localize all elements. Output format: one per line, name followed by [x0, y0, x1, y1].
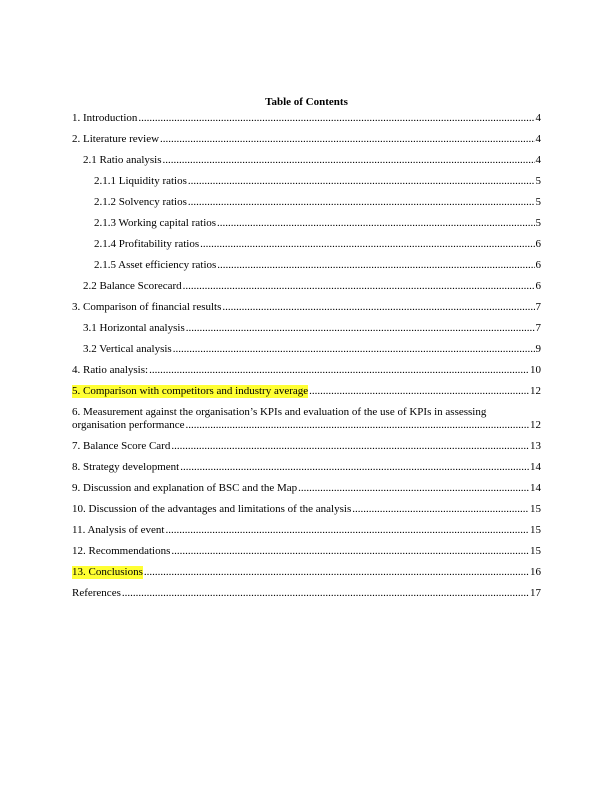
toc-entry-label: 2.1.3 Working capital ratios: [94, 217, 217, 229]
toc-entry-page-number: 17: [530, 587, 541, 599]
toc-entry-continuation: [72, 419, 541, 432]
dot-leader: [188, 196, 535, 209]
toc-entry-label: 4. Ratio analysis:: [72, 364, 149, 376]
toc-entry[interactable]: [72, 587, 541, 600]
toc-entry-page-number: 6: [535, 259, 541, 271]
toc-entry-label: 2.1.4 Profitability ratios: [94, 238, 200, 250]
toc-entry-label: 5. Comparison with competitors and industry average: [72, 385, 309, 397]
toc-entry-label: 9. Discussion and explanation of BSC and the Map: [72, 482, 298, 494]
toc-entry[interactable]: [72, 566, 541, 579]
toc-entry[interactable]: [72, 364, 541, 377]
toc-entry-label: 1. Introduction: [72, 112, 138, 124]
toc-entry-page-number: 5: [535, 175, 541, 187]
dot-leader: [149, 364, 529, 377]
toc-entry-label: 2. Literature review: [72, 133, 160, 145]
toc-entry-page-number: 6: [535, 280, 541, 292]
toc-entry-label: 12. Recommendations: [72, 545, 171, 557]
toc-entry[interactable]: [72, 133, 541, 146]
dot-leader: [160, 133, 534, 146]
toc-entry-label-continued: organisation performance: [72, 419, 185, 431]
toc-entry[interactable]: [72, 524, 541, 537]
toc-list: [72, 112, 541, 600]
toc-entry[interactable]: [72, 175, 541, 188]
dot-leader: [171, 440, 529, 453]
toc-entry[interactable]: [72, 238, 541, 251]
toc-entry-page-number: 14: [530, 482, 541, 494]
toc-entry-page-number: 15: [530, 503, 541, 515]
dot-leader: [163, 154, 535, 167]
toc-entry-page-number: 6: [535, 238, 541, 250]
toc-entry[interactable]: [72, 385, 541, 398]
dot-leader: [138, 112, 534, 125]
toc-entry-label: 3. Comparison of financial results: [72, 301, 222, 313]
toc-entry-page-number: 4: [535, 112, 541, 124]
dot-leader: [200, 238, 534, 251]
dot-leader: [309, 385, 529, 398]
toc-entry-label: 11. Analysis of event: [72, 524, 165, 536]
toc-entry[interactable]: [72, 503, 541, 516]
toc-entry[interactable]: [72, 406, 541, 432]
toc-entry[interactable]: [72, 154, 541, 167]
toc-entry-label: 2.1.2 Solvency ratios: [94, 196, 187, 208]
dot-leader: [144, 566, 529, 579]
toc-entry-page-number: 15: [530, 545, 541, 557]
toc-entry[interactable]: [72, 322, 541, 335]
dot-leader: [183, 280, 535, 293]
toc-entry-label: 6. Measurement against the organisation’s KPIs and evaluation of the use of KPIs in assessing: [72, 406, 487, 418]
toc-entry-page-number: 12: [530, 385, 541, 397]
document-page: [72, 96, 541, 608]
toc-entry-page-number: 14: [530, 461, 541, 473]
toc-entry[interactable]: [72, 280, 541, 293]
dot-leader: [165, 524, 529, 537]
toc-entry[interactable]: [72, 112, 541, 125]
toc-entry-page-number: 16: [530, 566, 541, 578]
toc-entry-label: 8. Strategy development: [72, 461, 180, 473]
toc-entry[interactable]: [72, 482, 541, 495]
toc-entry[interactable]: [72, 259, 541, 272]
toc-entry-page-number: 7: [535, 301, 541, 313]
toc-entry-label: References: [72, 587, 121, 599]
toc-entry-page-number: 5: [535, 217, 541, 229]
dot-leader: [217, 217, 534, 230]
dot-leader: [188, 175, 535, 188]
toc-entry-page-number: 4: [535, 133, 541, 145]
toc-entry-label: 3.2 Vertical analysis: [83, 343, 172, 355]
toc-entry[interactable]: [72, 301, 541, 314]
dot-leader: [352, 503, 529, 516]
toc-entry[interactable]: [72, 461, 541, 474]
dot-leader: [171, 545, 529, 558]
toc-entry-label: 7. Balance Score Card: [72, 440, 171, 452]
toc-entry-page-number: 15: [530, 524, 541, 536]
dot-leader: [186, 322, 535, 335]
toc-entry-label: 2.2 Balance Scorecard: [83, 280, 182, 292]
dot-leader: [122, 587, 529, 600]
toc-entry-label: 13. Conclusions: [72, 566, 143, 578]
toc-title: Table of Contents: [265, 96, 348, 108]
toc-entry-page-number: 13: [530, 440, 541, 452]
toc-entry[interactable]: [72, 440, 541, 453]
toc-entry-label: 2.1.5 Asset efficiency ratios: [94, 259, 217, 271]
dot-leader: [173, 343, 535, 356]
toc-entry[interactable]: [72, 545, 541, 558]
toc-entry-page-number: 12: [530, 419, 541, 431]
dot-leader: [217, 259, 534, 272]
toc-entry-page-number: 5: [535, 196, 541, 208]
toc-entry-page-number: 4: [535, 154, 541, 166]
toc-entry[interactable]: [72, 343, 541, 356]
toc-entry-label: 2.1 Ratio analysis: [83, 154, 162, 166]
toc-entry-page-number: 10: [530, 364, 541, 376]
dot-leader: [222, 301, 534, 314]
dot-leader: [298, 482, 529, 495]
toc-entry-label: 3.1 Horizontal analysis: [83, 322, 185, 334]
toc-entry-label: 2.1.1 Liquidity ratios: [94, 175, 187, 187]
dot-leader: [186, 419, 529, 432]
toc-entry-page-number: 9: [535, 343, 541, 355]
toc-entry[interactable]: [72, 217, 541, 230]
toc-entry-label: 10. Discussion of the advantages and limitations of the analysis: [72, 503, 352, 515]
dot-leader: [180, 461, 529, 474]
toc-entry[interactable]: [72, 196, 541, 209]
toc-entry-page-number: 7: [535, 322, 541, 334]
